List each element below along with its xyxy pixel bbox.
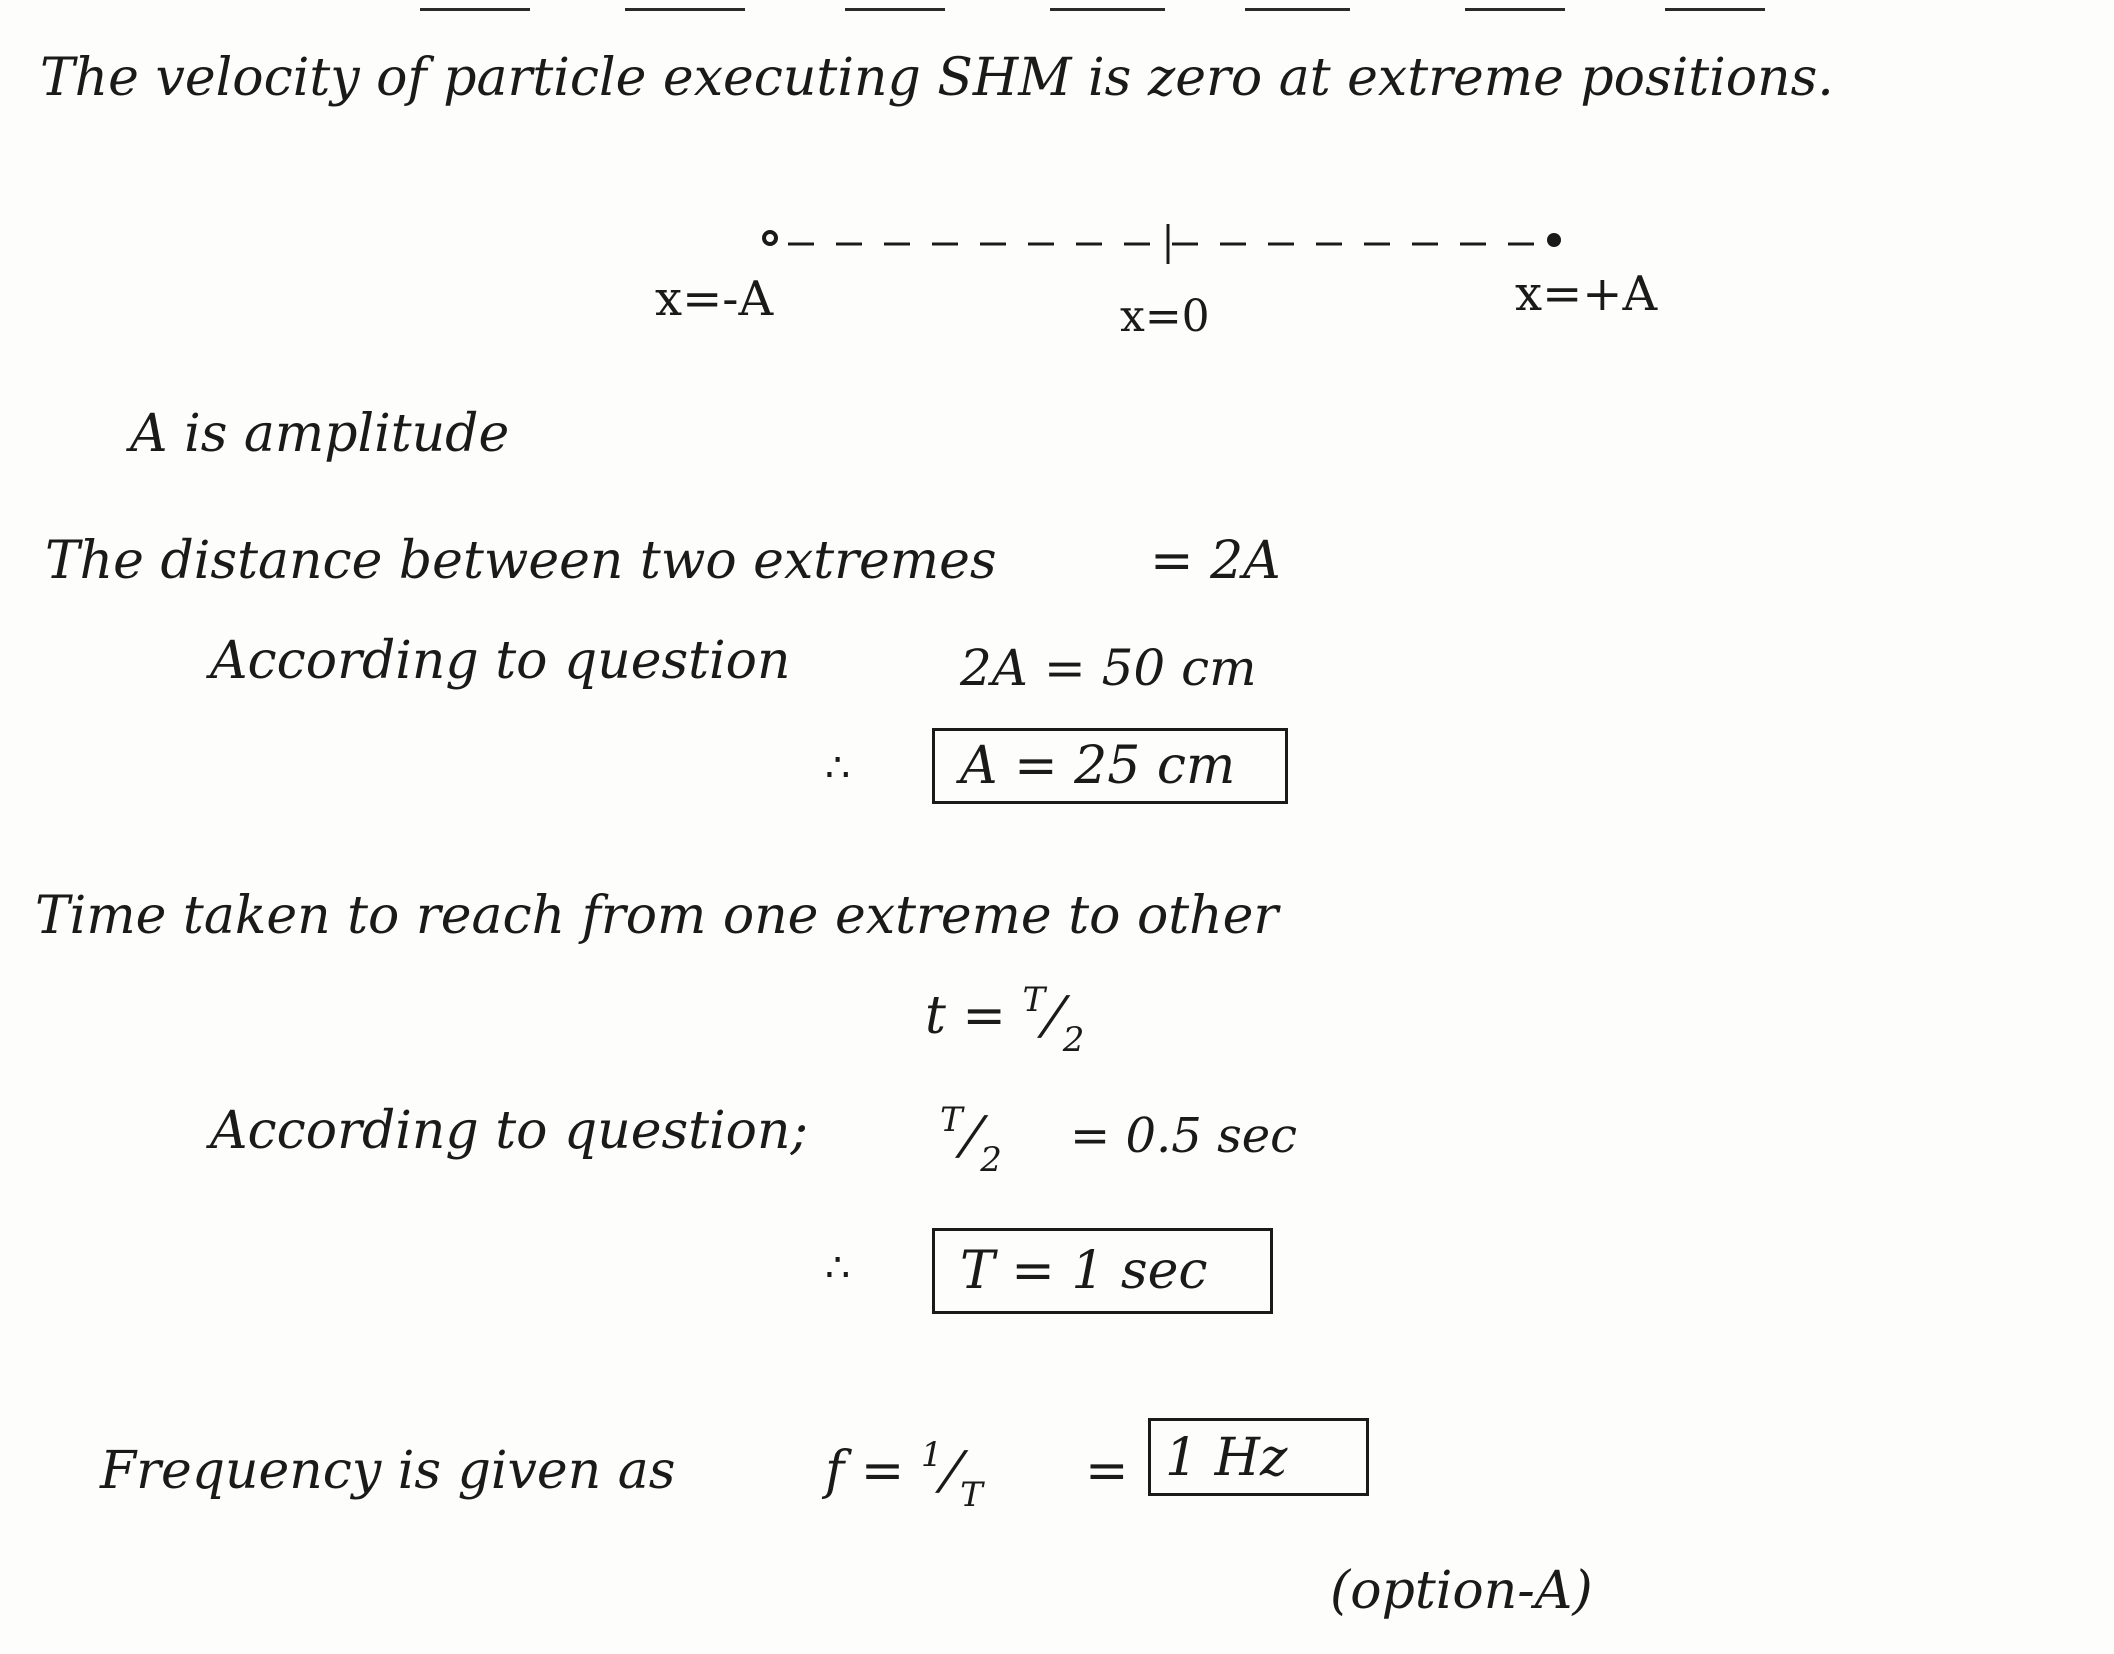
f-lhs: f = xyxy=(825,1441,905,1501)
frequency-result: 1 Hz xyxy=(1165,1428,1288,1488)
shm-diagram xyxy=(740,210,1600,300)
fraction-slash-icon: / xyxy=(1039,986,1069,1046)
amplitude-text: A is amplitude xyxy=(130,404,510,464)
paper-line xyxy=(420,8,530,11)
step1-equation: 2A = 50 cm xyxy=(960,639,1257,697)
step2-numerator: T xyxy=(940,1100,963,1140)
time-text: Time taken to reach from one extreme to other xyxy=(35,886,1279,946)
therefore-symbol: ∴ xyxy=(825,745,851,791)
frequency-equals: = xyxy=(1085,1441,1129,1501)
frequency-expression xyxy=(825,1435,983,1515)
paper-line xyxy=(1050,8,1165,11)
step2-denominator: 2 xyxy=(980,1140,1002,1180)
fraction-slash-icon: / xyxy=(957,1106,986,1166)
step2-fraction xyxy=(940,1100,1002,1180)
paper-line xyxy=(1665,8,1765,11)
therefore-symbol: ∴ xyxy=(825,1245,851,1291)
amplitude-result: A = 25 cm xyxy=(960,736,1236,796)
period-result: T = 1 sec xyxy=(960,1241,1208,1301)
distance-equation: = 2A xyxy=(1150,531,1281,591)
step2-intro: According to question; xyxy=(210,1101,808,1161)
f-numerator: 1 xyxy=(920,1435,943,1475)
frequency-text: Frequency is given as xyxy=(100,1441,676,1501)
step1-intro: According to question xyxy=(210,631,791,691)
fraction-slash-icon: / xyxy=(937,1441,966,1501)
t-lhs: t = xyxy=(925,986,1006,1046)
label-right-extreme: x=+A xyxy=(1515,266,1658,322)
label-left-extreme: x=-A xyxy=(655,271,774,327)
right-extreme-point xyxy=(1547,233,1561,247)
f-denominator: T xyxy=(960,1475,983,1515)
paper-line xyxy=(625,8,745,11)
step2-equation: = 0.5 sec xyxy=(1070,1108,1297,1164)
paper-line xyxy=(1245,8,1350,11)
t-numerator: T xyxy=(1022,980,1046,1020)
label-mean-position: x=0 xyxy=(1120,291,1210,342)
answer-text: (option-A) xyxy=(1330,1561,1593,1621)
paper-line xyxy=(845,8,945,11)
half-period-expression xyxy=(925,980,1085,1060)
paper-line xyxy=(1465,8,1565,11)
distance-text: The distance between two extremes xyxy=(45,531,997,591)
t-denominator: 2 xyxy=(1062,1020,1085,1060)
heading-text: The velocity of particle executing SHM is zero at extreme positions. xyxy=(40,48,1834,108)
left-extreme-point xyxy=(764,232,776,244)
